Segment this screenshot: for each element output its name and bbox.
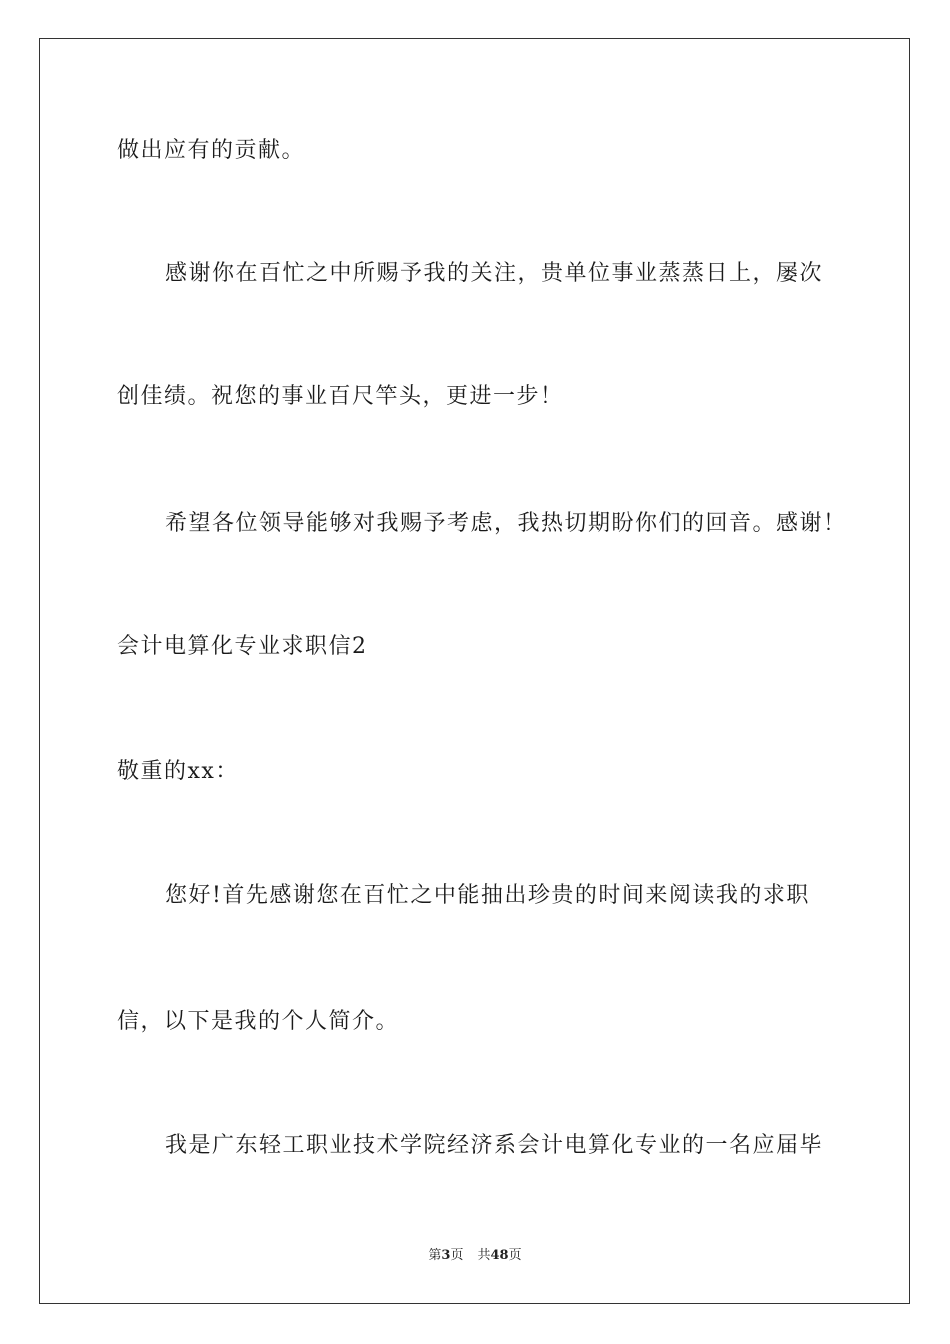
footer-total-prefix: 共 [477,1248,491,1263]
text-line-1: 做出应有的贡献。 [117,138,306,163]
page-border [39,38,910,1304]
text-line-8: 信，以下是我的个人简介。 [117,1009,400,1034]
footer-total-suffix: 页 [508,1248,522,1263]
text-line-2: 感谢你在百忙之中所赐予我的关注，贵单位事业蒸蒸日上，屡次 [165,261,824,286]
text-line-4: 希望各位领导能够对我赐予考虑，我热切期盼你们的回音。感谢！ [165,511,847,536]
text-line-7: 您好!首先感谢您在百忙之中能抽出珍贵的时间来阅读我的求职 [165,883,810,908]
section-heading: 会计电算化专业求职信2 [117,634,368,659]
page-footer [0,1246,950,1266]
text-line-9: 我是广东轻工职业技术学院经济系会计电算化专业的一名应届毕 [165,1133,824,1158]
footer-page-prefix: 第 [428,1248,442,1263]
footer-page-suffix: 页 [450,1248,464,1263]
footer-page-number: 3 [441,1248,451,1263]
salutation: 敬重的xx： [117,759,239,784]
footer-total-pages: 48 [490,1248,509,1263]
text-line-3: 创佳绩。祝您的事业百尺竿头，更进一步！ [117,384,564,409]
